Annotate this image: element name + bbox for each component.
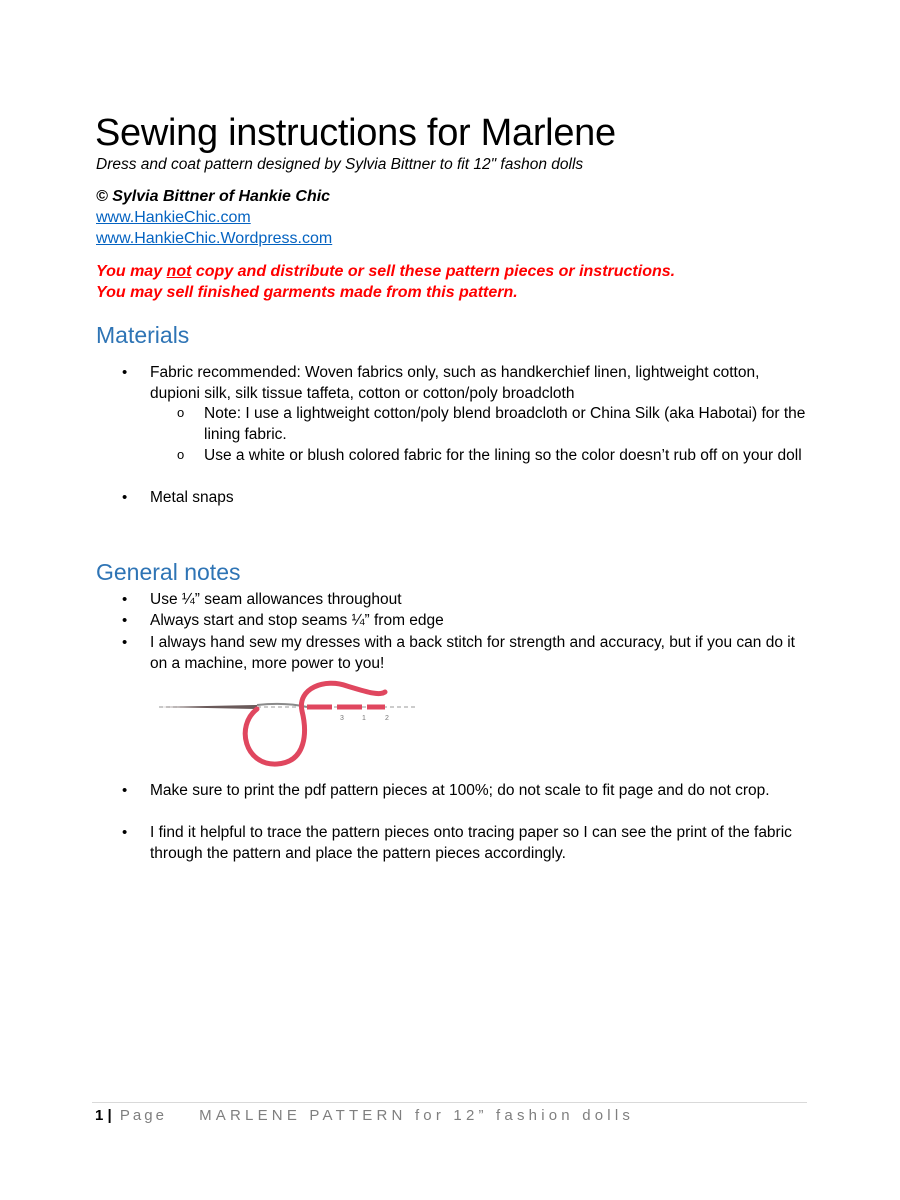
link-hankiechic[interactable]: www.HankieChic.com bbox=[96, 209, 251, 226]
stitch-label-1: 1 bbox=[362, 715, 366, 722]
stitch-label-2: 2 bbox=[385, 715, 389, 722]
footer-divider bbox=[92, 1102, 807, 1103]
warning-not-underlined: not bbox=[166, 263, 192, 280]
list-item-back-stitch: • I always hand sew my dresses with a back stitch for strength and accuracy, but if you can do it on a machine, more power to you! bbox=[150, 632, 810, 674]
list-item-fabric: • Fabric recommended: Woven fabrics only, such as handkerchief linen, lightweight cotton, dupioni silk, silk tissue taffeta, cotton or cotton/poly broadcloth bbox=[150, 362, 810, 404]
document-title: Sewing instructions for Marlene bbox=[95, 112, 616, 154]
link-hankiechic-wordpress[interactable]: www.HankieChic.Wordpress.com bbox=[96, 230, 333, 247]
thread-loop-icon bbox=[245, 683, 385, 764]
warning-text-start: You may bbox=[96, 263, 167, 280]
document-subtitle: Dress and coat pattern designed by Sylvia Bittner to fit 12" fashon dolls bbox=[96, 156, 584, 173]
materials-heading: Materials bbox=[96, 322, 190, 348]
sub-item-lining-note: o Note: I use a lightweight cotton/poly blend broadcloth or China Silk (aka Habotai) for the lining fabric. bbox=[204, 403, 809, 445]
list-item-seam-allowance: • Use ¼” seam allowances throughout bbox=[150, 589, 810, 610]
list-item-snaps: • Metal snaps bbox=[150, 487, 810, 508]
page-footer bbox=[95, 1106, 634, 1126]
page-number: 1 bbox=[95, 1107, 104, 1124]
copyright-notice: © Sylvia Bittner of Hankie Chic bbox=[96, 188, 331, 205]
sub-item-lining-color: o Use a white or blush colored fabric for the lining so the color doesn’t rub off on your doll bbox=[204, 445, 809, 466]
list-item-start-stop: • Always start and stop seams ¼” from edge bbox=[150, 610, 810, 631]
footer-separator: | bbox=[107, 1107, 112, 1124]
list-item-print-scale: • Make sure to print the pdf pattern pieces at 100%; do not scale to fit page and do not crop. bbox=[150, 780, 810, 801]
warning-text-end: copy and distribute or sell these pattern pieces or instructions. bbox=[191, 263, 676, 280]
footer-document-title: MARLENE PATTERN for 12” fashion dolls bbox=[199, 1107, 635, 1124]
back-stitch-illustration bbox=[157, 676, 417, 774]
general-notes-heading: General notes bbox=[96, 559, 241, 585]
warning-line-2: You may sell finished garments made from this pattern. bbox=[96, 284, 518, 301]
list-item-tracing-paper: • I find it helpful to trace the pattern pieces onto tracing paper so I can see the print of the fabric through the pattern and place the pattern pieces accordingly. bbox=[150, 822, 810, 864]
needle-icon bbox=[159, 705, 257, 709]
page-label: Page bbox=[119, 1107, 167, 1124]
stitch-label-3: 3 bbox=[340, 715, 344, 722]
warning-line-1 bbox=[96, 261, 675, 282]
